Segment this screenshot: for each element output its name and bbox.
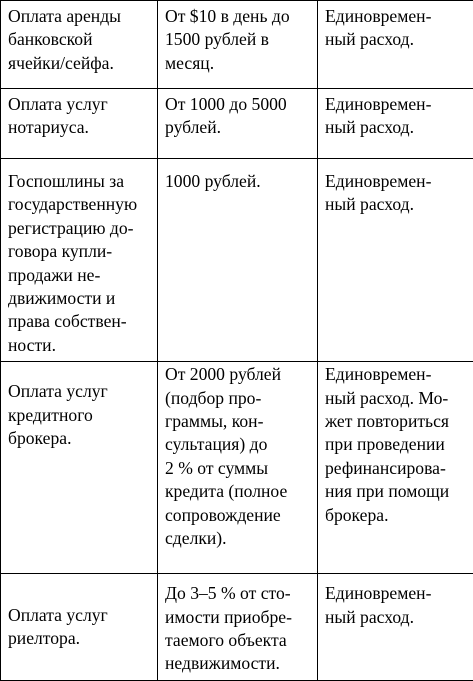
table-row xyxy=(1,362,473,574)
table-row xyxy=(1,1,473,89)
table-row xyxy=(1,89,473,159)
expense-type-cell: Единовремен- ный расход. xyxy=(318,574,473,681)
expense-name-cell: Оплата аренды банковской ячейки/сейфа. xyxy=(1,1,158,89)
expense-cost-cell: До 3–5 % от сто- имости приобре- таемого объекта недвижимости. xyxy=(158,574,318,681)
expense-name-cell: Оплата услуг кредитного брокера. xyxy=(1,362,158,574)
expense-type-cell: Единовремен- ный расход. xyxy=(318,159,473,362)
expense-type-cell: Единовремен- ный расход. xyxy=(318,1,473,89)
table-row xyxy=(1,574,473,681)
expense-cost-cell: 1000 рублей. xyxy=(158,159,318,362)
expense-name-cell: Госпошлины за государственную регистрацию до- говора купли-продажи не- движимости и права собствен- ности. xyxy=(1,159,158,362)
expense-name-cell: Оплата услуг нотариуса. xyxy=(1,89,158,159)
expense-cost-cell: От 1000 до 5000 рублей. xyxy=(158,89,318,159)
table-row xyxy=(1,159,473,362)
expense-name-cell: Оплата услуг риелтора. xyxy=(1,574,158,681)
expense-cost-cell: От 2000 рублей (подбор про- граммы, кон- сультация) до 2 % от суммы кредита (полное сопровождение сделки). xyxy=(158,362,318,574)
expense-type-cell: Единовремен- ный расход. Мо- жет повториться при проведении рефинансирова- ния при помощи брокера. xyxy=(318,362,473,574)
expense-type-cell: Единовремен- ный расход. xyxy=(318,89,473,159)
expense-cost-cell: От $10 в день до 1500 рублей в месяц. xyxy=(158,1,318,89)
